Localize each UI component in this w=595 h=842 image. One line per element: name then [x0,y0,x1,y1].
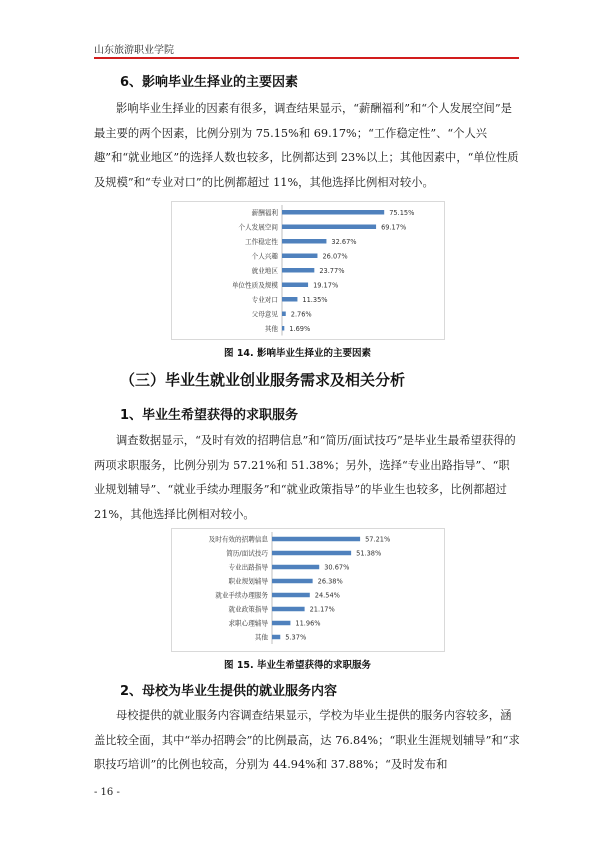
page-header: 山东旅游职业学院 [94,45,174,56]
fig15-data-label: 57.21% [365,535,391,544]
fig14-data-label: 23.77% [319,266,345,275]
fig14-category-label: 其他 [264,324,278,333]
fig14-category-label: 薪酬福利 [251,208,278,217]
section-6-paragraph: 影响毕业生择业的因素有很多，调查结果显示，“薪酬福利”和“个人发展空间”是最主要的两个因素，比例分别为 75.15%和 69.17%；“工作稳定性”、“个人兴趣”和“就业地区”的选择人数也较多，比例都达到 23%以上；其他因素中，“单位性质及规模”和“专业对口”的比例都超过 11%，其他选择比例相对较小。 [94,102,519,189]
fig15-category-label: 求职心理辅导 [228,619,268,628]
fig15-category-label: 职业规划辅导 [228,577,268,586]
fig15-bar [272,593,310,598]
fig14-bar [282,268,314,273]
fig15-data-label: 11.96% [295,619,321,628]
fig15-data-label: 51.38% [356,549,382,558]
fig15-bar [272,565,319,570]
fig14-data-label: 32.67% [331,237,357,246]
fig15-bar [272,621,290,626]
page-number: - 16 - [94,787,120,798]
figure-15-chart [171,528,445,652]
figure-14-caption: 图 14. 影响毕业生择业的主要因素 [224,348,371,359]
fig14-data-label: 75.15% [389,208,415,217]
fig15-category-label: 就业政策指导 [228,605,268,614]
fig15-bar [272,579,313,584]
fig15-category-label: 及时有效的招聘信息 [208,535,268,544]
fig14-bar [282,254,317,259]
fig15-data-label: 26.38% [317,577,343,586]
fig14-data-label: 2.76% [290,310,312,319]
section-1-heading: 1、毕业生希望获得的求职服务 [120,408,299,423]
fig14-bar [282,210,384,215]
fig15-data-label: 30.67% [324,563,350,572]
fig14-data-label: 11.35% [302,295,328,304]
fig15-data-label: 24.54% [314,591,340,600]
fig14-category-label: 个人兴趣 [251,252,278,261]
fig14-category-label: 单位性质及规模 [231,281,278,290]
fig14-bar [282,225,376,230]
figure-14-chart [171,201,445,340]
section-2-paragraph: 母校提供的就业服务内容调查结果显示，学校为毕业生提供的服务内容较多，涵盖比较全面，其中“举办招聘会”的比例最高，达 76.84%；“职业生涯规划辅导”和“求职技巧培训”的比例也较高，分别为 44.94%和 37.88%；“及时发布和 [94,709,520,771]
fig14-data-label: 26.07% [322,252,348,261]
fig14-category-label: 就业地区 [251,266,278,275]
header-divider [94,57,519,59]
fig15-bar [272,537,360,542]
section-2-heading: 2、母校为毕业生提供的就业服务内容 [120,684,338,699]
fig15-bar [272,607,305,612]
fig15-bar [272,635,280,640]
fig14-bar [282,297,297,302]
fig14-category-label: 个人发展空间 [238,223,278,232]
fig14-bar [282,312,286,317]
figure-15-svg [172,529,444,651]
section-6-heading: 6、影响毕业生择业的主要因素 [120,75,299,90]
fig15-data-label: 5.37% [285,633,307,642]
fig14-bar [282,283,308,288]
fig14-bar [282,239,326,244]
fig14-data-label: 69.17% [381,223,407,232]
fig15-category-label: 就业手续办理服务 [215,591,268,600]
fig14-data-label: 19.17% [313,281,339,290]
fig15-bar [272,551,351,556]
fig14-bar [282,326,284,331]
fig15-category-label: 专业出路指导 [228,563,268,572]
fig15-data-label: 21.17% [309,605,335,614]
fig14-data-label: 1.69% [289,324,311,333]
fig15-category-label: 其他 [254,633,268,642]
fig14-category-label: 专业对口 [251,295,278,304]
section-3-heading: （三）毕业生就业创业服务需求及相关分析 [120,371,406,389]
fig14-category-label: 父母意见 [251,310,278,319]
section-1-paragraph: 调查数据显示，“及时有效的招聘信息”和“简历/面试技巧”是毕业生最希望获得的两项求职服务，比例分别为 57.21%和 51.38%；另外，选择“专业出路指导”、“职业规划辅导”、“就业手续办理服务”和“就业政策指导”的毕业生也较多，比例都超过 21%，其他选择比例相对较小。 [94,434,516,521]
fig15-category-label: 简历/面试技巧 [226,549,268,558]
figure-14-svg [172,202,444,339]
fig14-category-label: 工作稳定性 [245,237,278,246]
figure-15-caption: 图 15. 毕业生希望获得的求职服务 [224,660,371,671]
